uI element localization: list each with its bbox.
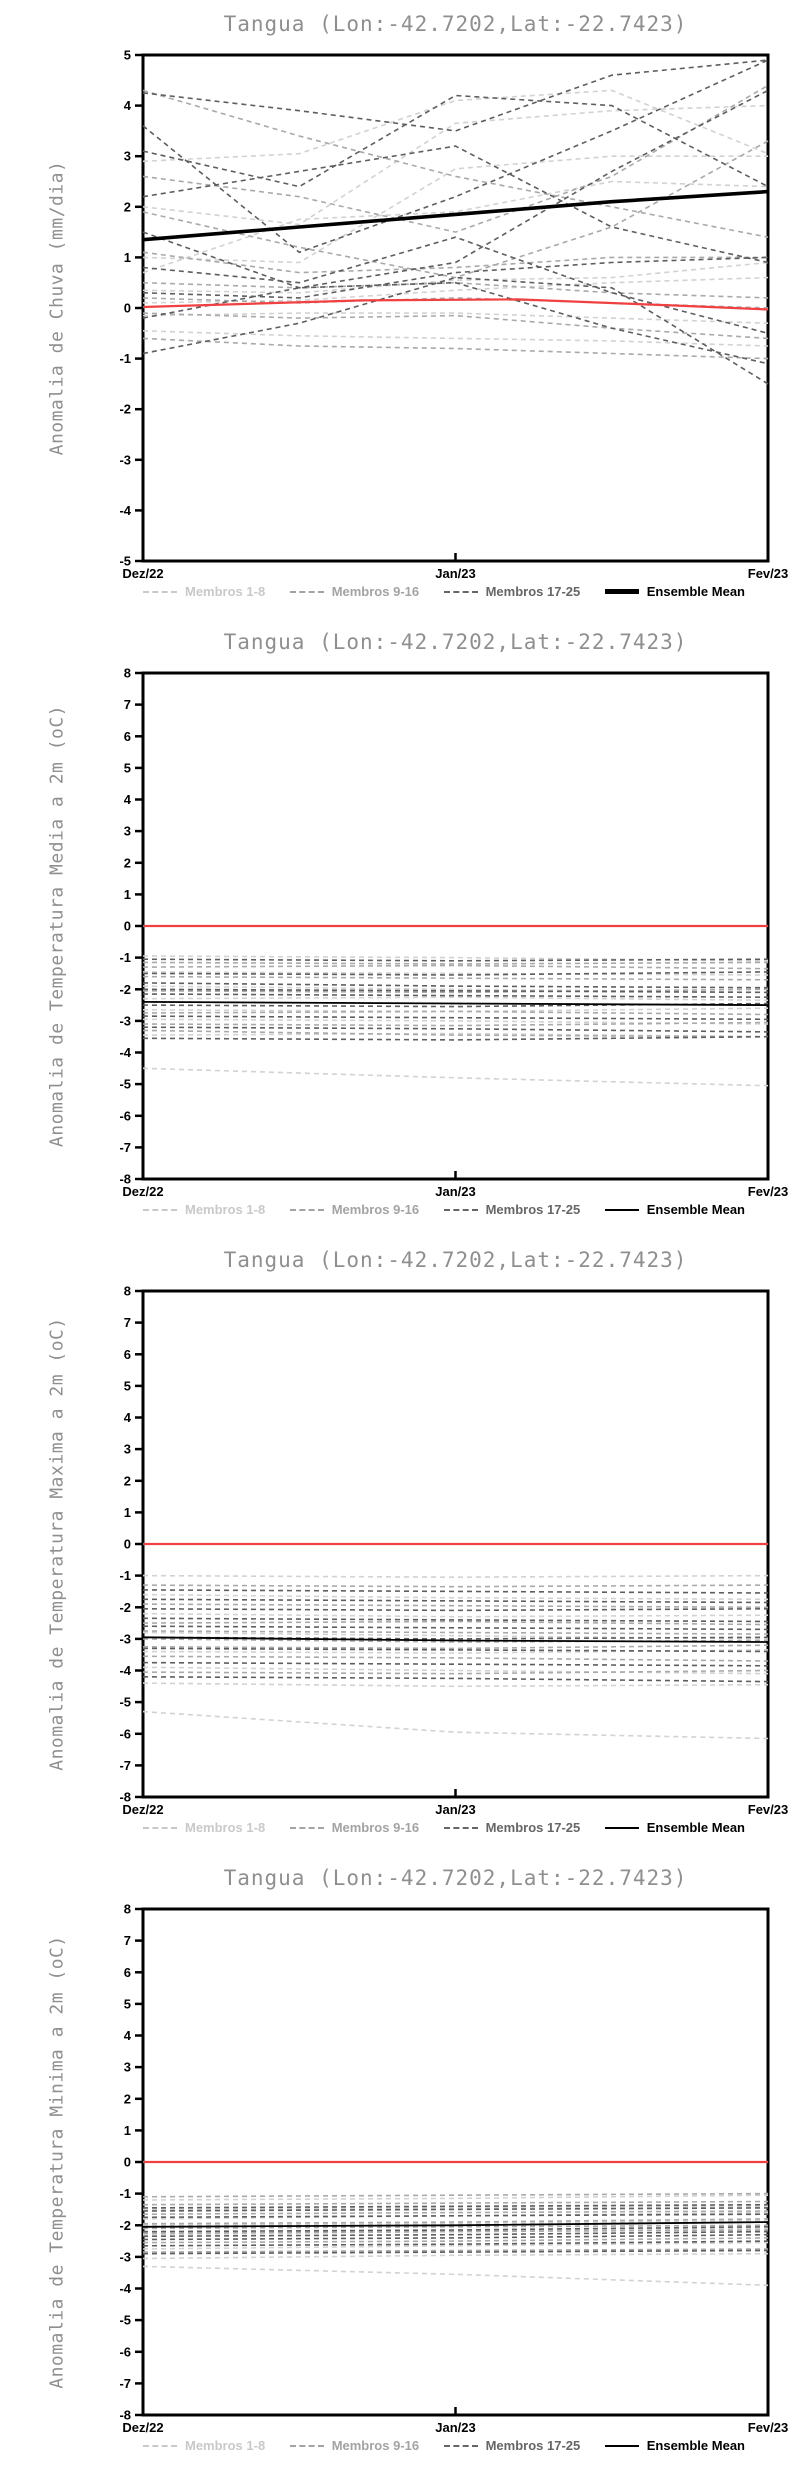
legend-item-membros-1-8 <box>143 1202 265 1217</box>
svg-text:-7: -7 <box>119 1757 131 1773</box>
svg-text:Fev/23: Fev/23 <box>747 1802 789 1817</box>
svg-text:3: 3 <box>123 1441 131 1457</box>
svg-text:2: 2 <box>123 199 131 215</box>
chart-anomalia-temp-media <box>0 618 800 1236</box>
svg-text:5: 5 <box>123 1996 131 2012</box>
chart-anomalia-temp-minima <box>0 1854 800 2472</box>
solid-line-swatch <box>605 589 639 594</box>
svg-text:6: 6 <box>123 728 131 744</box>
svg-text:5: 5 <box>123 47 131 63</box>
svg-text:-5: -5 <box>119 553 131 569</box>
svg-text:-3: -3 <box>119 452 131 468</box>
svg-text:3: 3 <box>123 148 131 164</box>
svg-text:-8: -8 <box>119 2407 131 2423</box>
svg-text:Jan/23: Jan/23 <box>435 1184 476 1199</box>
legend <box>143 584 745 599</box>
svg-text:-2: -2 <box>119 2217 131 2233</box>
svg-text:Dez/22: Dez/22 <box>122 1802 164 1817</box>
chart-title: Tangua (Lon:-42.7202,Lat:-22.7423) <box>223 12 688 36</box>
svg-text:5: 5 <box>123 760 131 776</box>
svg-text:3: 3 <box>123 2059 131 2075</box>
svg-text:-1: -1 <box>119 950 131 966</box>
svg-text:-1: -1 <box>119 1568 131 1584</box>
chart-title: Tangua (Lon:-42.7202,Lat:-22.7423) <box>223 1866 688 1890</box>
legend-label: Ensemble Mean <box>646 2438 745 2453</box>
legend-label: Membros 17-25 <box>485 1820 581 1835</box>
svg-text:Jan/23: Jan/23 <box>435 2420 476 2435</box>
svg-text:-3: -3 <box>119 1631 131 1647</box>
svg-text:4: 4 <box>123 792 131 807</box>
chart-anomalia-chuva <box>0 0 800 618</box>
svg-text:Fev/23: Fev/23 <box>747 1184 789 1199</box>
legend <box>143 2438 745 2453</box>
svg-text:-5: -5 <box>119 1694 131 1710</box>
solid-line-swatch <box>605 2445 639 2447</box>
svg-text:7: 7 <box>123 1933 131 1949</box>
y-axis-label: Anomalia de Temperatura Maxima a 2m (oC) <box>46 1317 68 1771</box>
svg-text:Dez/22: Dez/22 <box>122 2420 164 2435</box>
svg-text:-3: -3 <box>119 1013 131 1029</box>
svg-text:2: 2 <box>123 855 131 871</box>
legend-item-membros-9-16 <box>290 2438 419 2453</box>
legend <box>143 1820 745 1835</box>
chart-title: Tangua (Lon:-42.7202,Lat:-22.7423) <box>223 630 688 654</box>
svg-text:4: 4 <box>123 2028 131 2043</box>
legend-label: Membros 17-25 <box>485 1202 581 1217</box>
legend-item-membros-17-25 <box>444 1820 581 1835</box>
svg-text:1: 1 <box>123 1504 131 1520</box>
dashed-line-swatch <box>143 1209 177 1211</box>
dashed-line-swatch <box>444 2445 478 2447</box>
svg-text:1: 1 <box>123 2122 131 2138</box>
svg-text:0: 0 <box>123 918 131 934</box>
legend-item-ensemble-mean <box>605 584 745 599</box>
svg-text:Fev/23: Fev/23 <box>747 566 789 581</box>
legend <box>143 1202 745 1217</box>
svg-text:7: 7 <box>123 697 131 713</box>
dashed-line-swatch <box>444 1209 478 1211</box>
svg-text:4: 4 <box>123 98 131 114</box>
y-axis-label: Anomalia de Temperatura Media a 2m (oC) <box>46 704 68 1148</box>
legend-label: Membros 9-16 <box>331 2438 420 2453</box>
svg-text:1: 1 <box>123 886 131 902</box>
legend-label: Membros 1-8 <box>185 1202 266 1217</box>
dashed-line-swatch <box>444 591 478 593</box>
svg-text:0: 0 <box>123 1536 131 1552</box>
svg-text:Dez/22: Dez/22 <box>122 1184 164 1199</box>
svg-text:0: 0 <box>123 300 131 316</box>
dashed-line-swatch <box>143 591 177 593</box>
svg-text:-6: -6 <box>119 2344 131 2360</box>
y-axis-label: Anomalia de Chuva (mm/dia) <box>46 160 68 456</box>
svg-text:7: 7 <box>123 1315 131 1331</box>
svg-text:Jan/23: Jan/23 <box>435 566 476 581</box>
svg-text:8: 8 <box>123 665 131 681</box>
legend-label: Ensemble Mean <box>646 1202 745 1217</box>
legend-item-membros-9-16 <box>290 584 419 599</box>
svg-text:-3: -3 <box>119 2249 131 2265</box>
legend-item-membros-9-16 <box>290 1202 419 1217</box>
legend-item-membros-1-8 <box>143 2438 265 2453</box>
svg-text:2: 2 <box>123 2091 131 2107</box>
chart-title: Tangua (Lon:-42.7202,Lat:-22.7423) <box>223 1248 688 1272</box>
legend-item-membros-17-25 <box>444 584 581 599</box>
svg-text:-1: -1 <box>119 2186 131 2202</box>
svg-text:1: 1 <box>123 249 131 265</box>
legend-label: Membros 9-16 <box>331 1202 420 1217</box>
svg-text:-4: -4 <box>119 1663 131 1678</box>
plot-area <box>0 1236 800 1854</box>
legend-item-ensemble-mean <box>605 1820 745 1835</box>
legend-label: Membros 1-8 <box>185 584 266 599</box>
solid-line-swatch <box>605 1209 639 1211</box>
dashed-line-swatch <box>444 1827 478 1829</box>
svg-text:2: 2 <box>123 1473 131 1489</box>
svg-text:5: 5 <box>123 1378 131 1394</box>
svg-text:3: 3 <box>123 823 131 839</box>
dashed-line-swatch <box>290 2445 324 2447</box>
solid-line-swatch <box>605 1827 639 1829</box>
dashed-line-swatch <box>143 1827 177 1829</box>
plot-area <box>0 618 800 1236</box>
svg-text:-8: -8 <box>119 1789 131 1805</box>
svg-text:-7: -7 <box>119 1139 131 1155</box>
legend-label: Membros 1-8 <box>185 1820 266 1835</box>
legend-item-ensemble-mean <box>605 1202 745 1217</box>
svg-text:4: 4 <box>123 1410 131 1425</box>
svg-text:-7: -7 <box>119 2375 131 2391</box>
legend-item-membros-1-8 <box>143 1820 265 1835</box>
svg-text:-4: -4 <box>119 2281 131 2296</box>
svg-text:-4: -4 <box>119 502 131 518</box>
svg-text:6: 6 <box>123 1964 131 1980</box>
svg-text:-4: -4 <box>119 1045 131 1060</box>
y-axis-label: Anomalia de Temperatura Minima a 2m (oC) <box>46 1935 68 2389</box>
svg-text:0: 0 <box>123 2154 131 2170</box>
svg-text:-2: -2 <box>119 401 131 417</box>
legend-label: Membros 17-25 <box>485 584 581 599</box>
svg-text:-1: -1 <box>119 351 131 367</box>
dashed-line-swatch <box>290 1209 324 1211</box>
legend-item-membros-9-16 <box>290 1820 419 1835</box>
svg-text:Dez/22: Dez/22 <box>122 566 164 581</box>
chart-anomalia-temp-maxima <box>0 1236 800 1854</box>
svg-text:-8: -8 <box>119 1171 131 1187</box>
legend-item-membros-17-25 <box>444 1202 581 1217</box>
svg-text:-2: -2 <box>119 981 131 997</box>
svg-text:-6: -6 <box>119 1726 131 1742</box>
svg-text:-5: -5 <box>119 2312 131 2328</box>
svg-text:-5: -5 <box>119 1076 131 1092</box>
legend-label: Ensemble Mean <box>646 584 745 599</box>
dashed-line-swatch <box>290 1827 324 1829</box>
svg-text:Jan/23: Jan/23 <box>435 1802 476 1817</box>
svg-text:-2: -2 <box>119 1599 131 1615</box>
legend-label: Membros 9-16 <box>331 1820 420 1835</box>
legend-item-membros-1-8 <box>143 584 265 599</box>
plot-area <box>0 0 800 618</box>
legend-label: Membros 9-16 <box>331 584 420 599</box>
svg-text:8: 8 <box>123 1283 131 1299</box>
svg-text:8: 8 <box>123 1901 131 1917</box>
svg-text:6: 6 <box>123 1346 131 1362</box>
legend-item-membros-17-25 <box>444 2438 581 2453</box>
legend-label: Membros 1-8 <box>185 2438 266 2453</box>
legend-item-ensemble-mean <box>605 2438 745 2453</box>
dashed-line-swatch <box>290 591 324 593</box>
legend-label: Ensemble Mean <box>646 1820 745 1835</box>
legend-label: Membros 17-25 <box>485 2438 581 2453</box>
dashed-line-swatch <box>143 2445 177 2447</box>
svg-text:-6: -6 <box>119 1108 131 1124</box>
plot-area <box>0 1854 800 2472</box>
svg-text:Fev/23: Fev/23 <box>747 2420 789 2435</box>
